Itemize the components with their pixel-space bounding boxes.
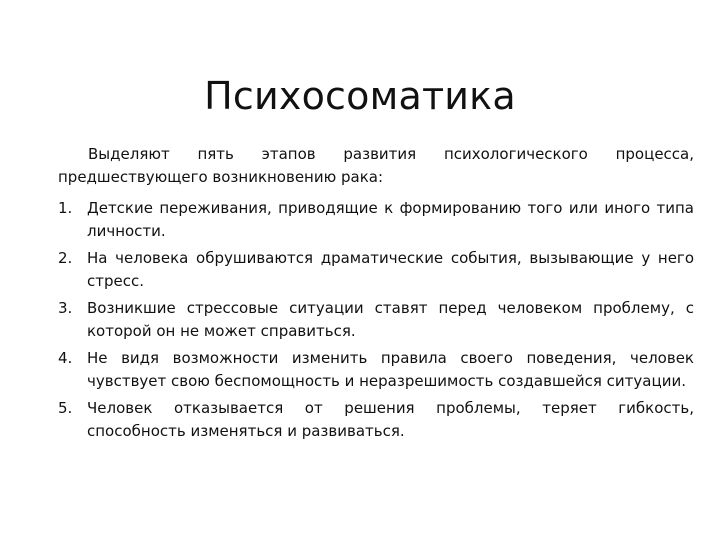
- list-item-number: 3.: [58, 299, 73, 317]
- list-item: [58, 247, 694, 293]
- list-item: [58, 347, 694, 393]
- list-item-text: На человека обрушиваются драматические события, вызывающие у него стресс.: [87, 249, 694, 290]
- slide-body: [58, 143, 694, 447]
- list-item: [58, 397, 694, 443]
- list-item-text: Не видя возможности изменить правила своего поведения, человек чувствует свою беспомощность и неразрешимость создавшейся ситуации.: [87, 349, 694, 390]
- stages-list: [58, 197, 694, 443]
- intro-paragraph: Выделяют пять этапов развития психологического процесса, предшествующего возникновению рака:: [58, 145, 694, 186]
- list-item-number: 4.: [58, 349, 73, 367]
- list-item-number: 1.: [58, 199, 73, 217]
- list-item-text: Детские переживания, приводящие к формированию того или иного типа личности.: [87, 199, 694, 240]
- slide-title: Психосоматика: [204, 74, 516, 119]
- list-item: [58, 297, 694, 343]
- list-item-number: 5.: [58, 399, 73, 417]
- list-item: [58, 197, 694, 243]
- list-item-number: 2.: [58, 249, 73, 267]
- list-item-text: Возникшие стрессовые ситуации ставят перед человеком проблему, с которой он не может справиться.: [87, 299, 694, 340]
- list-item-text: Человек отказывается от решения проблемы, теряет гибкость, способность изменяться и развиваться.: [87, 399, 694, 440]
